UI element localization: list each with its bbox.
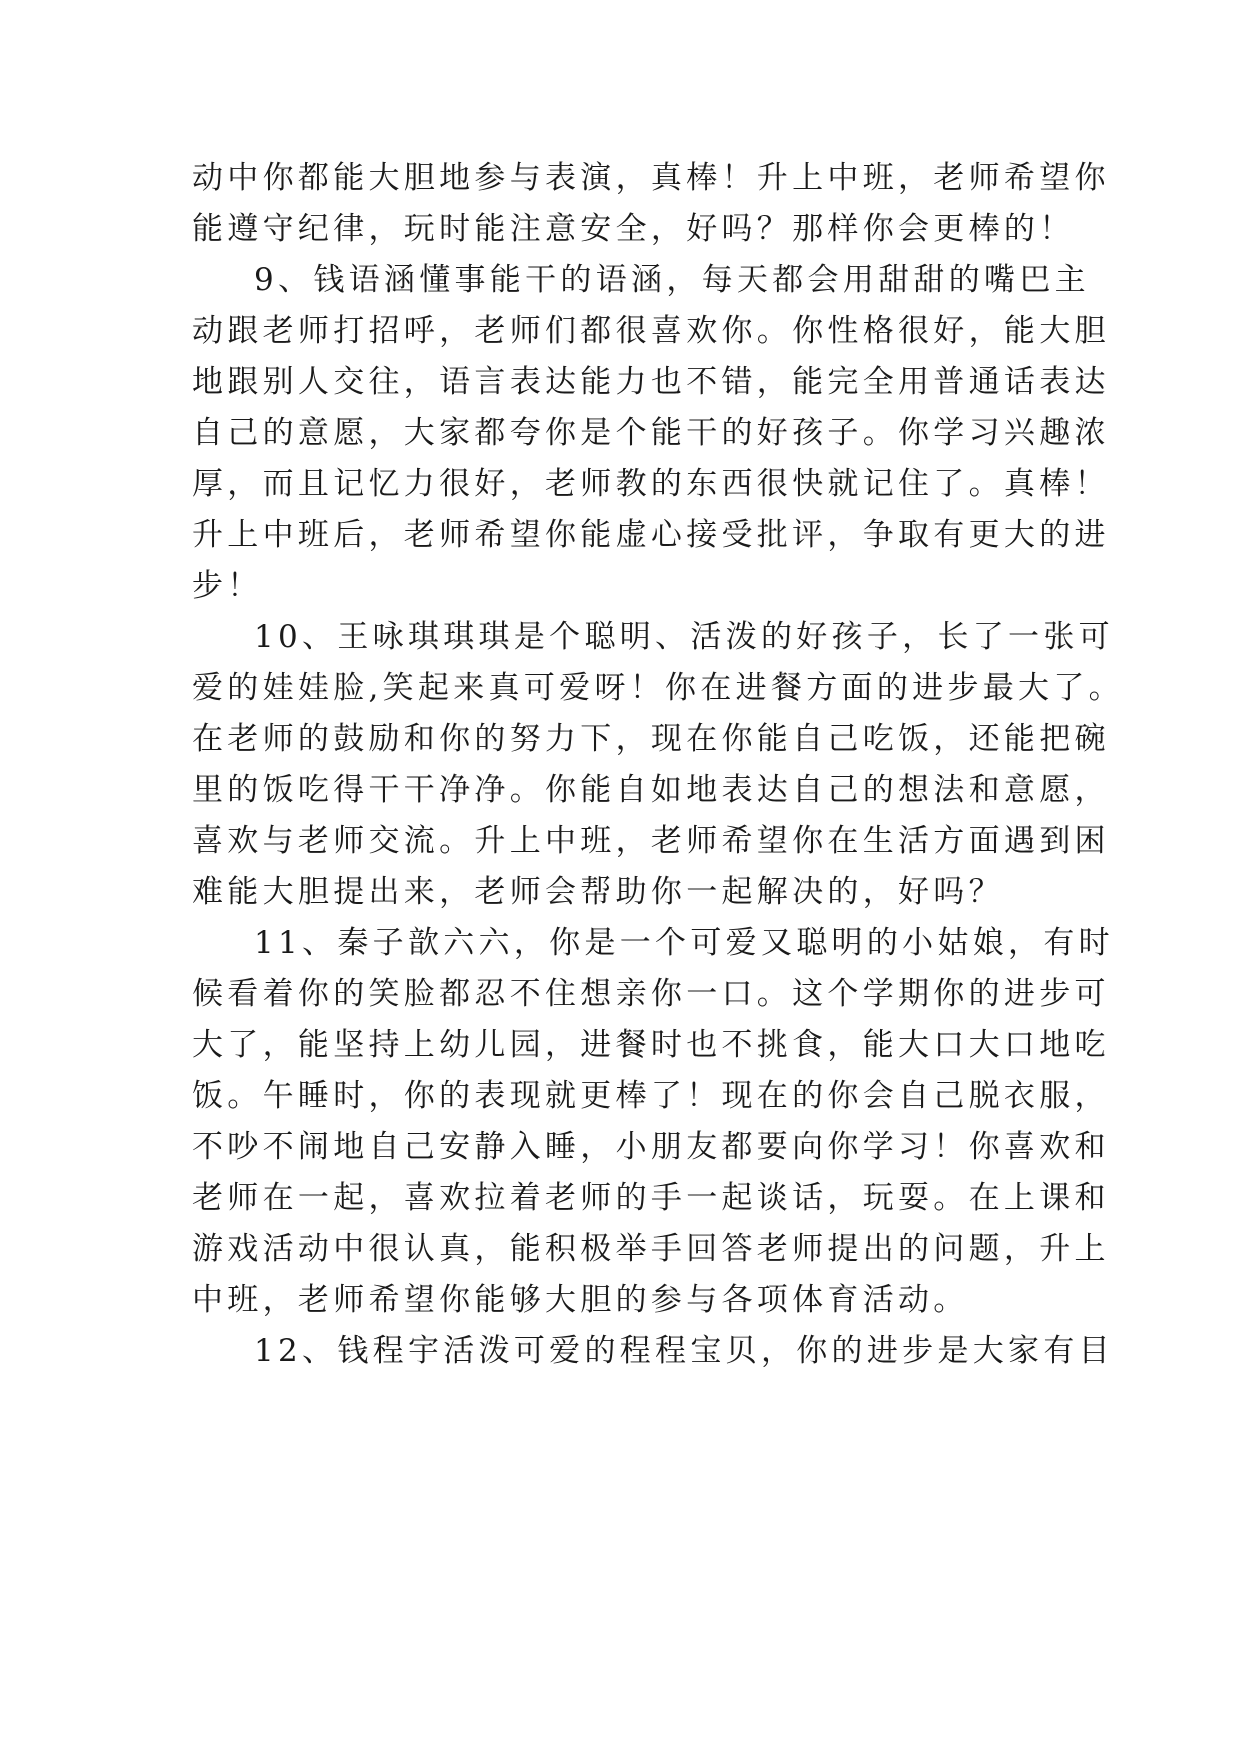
text-line: 动跟老师打招呼，老师们都很喜欢你。你性格很好，能大胆 xyxy=(192,313,1110,349)
text-line: 饭。午睡时，你的表现就更棒了！现在的你会自己脱衣服， xyxy=(192,1078,1110,1114)
text-line: 喜欢与老师交流。升上中班，老师希望你在生活方面遇到困 xyxy=(192,823,1110,859)
text-line: 地跟别人交往，语言表达能力也不错，能完全用普通话表达 xyxy=(192,364,1110,400)
text-line: 候看着你的笑脸都忍不住想亲你一口。这个学期你的进步可 xyxy=(192,976,1110,1012)
text-line: 动中你都能大胆地参与表演，真棒！升上中班，老师希望你 xyxy=(192,160,1110,196)
text-line: 老师在一起，喜欢拉着老师的手一起谈话，玩耍。在上课和 xyxy=(192,1180,1110,1216)
text-line: 中班，老师希望你能够大胆的参与各项体育活动。 xyxy=(192,1282,969,1318)
text-line: 游戏活动中很认真，能积极举手回答老师提出的问题，升上 xyxy=(192,1231,1110,1267)
text-line: 步！ xyxy=(192,568,263,604)
text-line: 里的饭吃得干干净净。你能自如地表达自己的想法和意愿， xyxy=(192,772,1110,808)
text-line: 能遵守纪律，玩时能注意安全，好吗？那样你会更棒的！ xyxy=(192,211,1075,247)
text-line: 升上中班后，老师希望你能虚心接受批评，争取有更大的进 xyxy=(192,517,1110,553)
text-line: 在老师的鼓励和你的努力下，现在你能自己吃饭，还能把碗 xyxy=(192,721,1110,757)
paragraph-start-12: 12、钱程宇活泼可爱的程程宝贝，你的进步是大家有目 xyxy=(254,1333,1114,1369)
paragraph-start-10: 10、王咏琪琪琪是个聪明、活泼的好孩子，长了一张可 xyxy=(254,619,1114,655)
paragraph-start-9: 9、钱语涵懂事能干的语涵，每天都会用甜甜的嘴巴主 xyxy=(254,262,1090,298)
text-line: 爱的娃娃脸,笑起来真可爱呀！你在进餐方面的进步最大了。 xyxy=(192,670,1124,706)
text-line: 难能大胆提出来，老师会帮助你一起解决的，好吗？ xyxy=(192,874,1004,910)
text-line: 自己的意愿，大家都夸你是个能干的好孩子。你学习兴趣浓 xyxy=(192,415,1110,451)
paragraph-start-11: 11、秦子歆六六，你是一个可爱又聪明的小姑娘，有时 xyxy=(254,925,1114,961)
text-line: 厚，而且记忆力很好，老师教的东西很快就记住了。真棒！ xyxy=(192,466,1110,502)
text-line: 不吵不闹地自己安静入睡，小朋友都要向你学习！你喜欢和 xyxy=(192,1129,1110,1165)
text-line: 大了，能坚持上幼儿园，进餐时也不挑食，能大口大口地吃 xyxy=(192,1027,1110,1063)
